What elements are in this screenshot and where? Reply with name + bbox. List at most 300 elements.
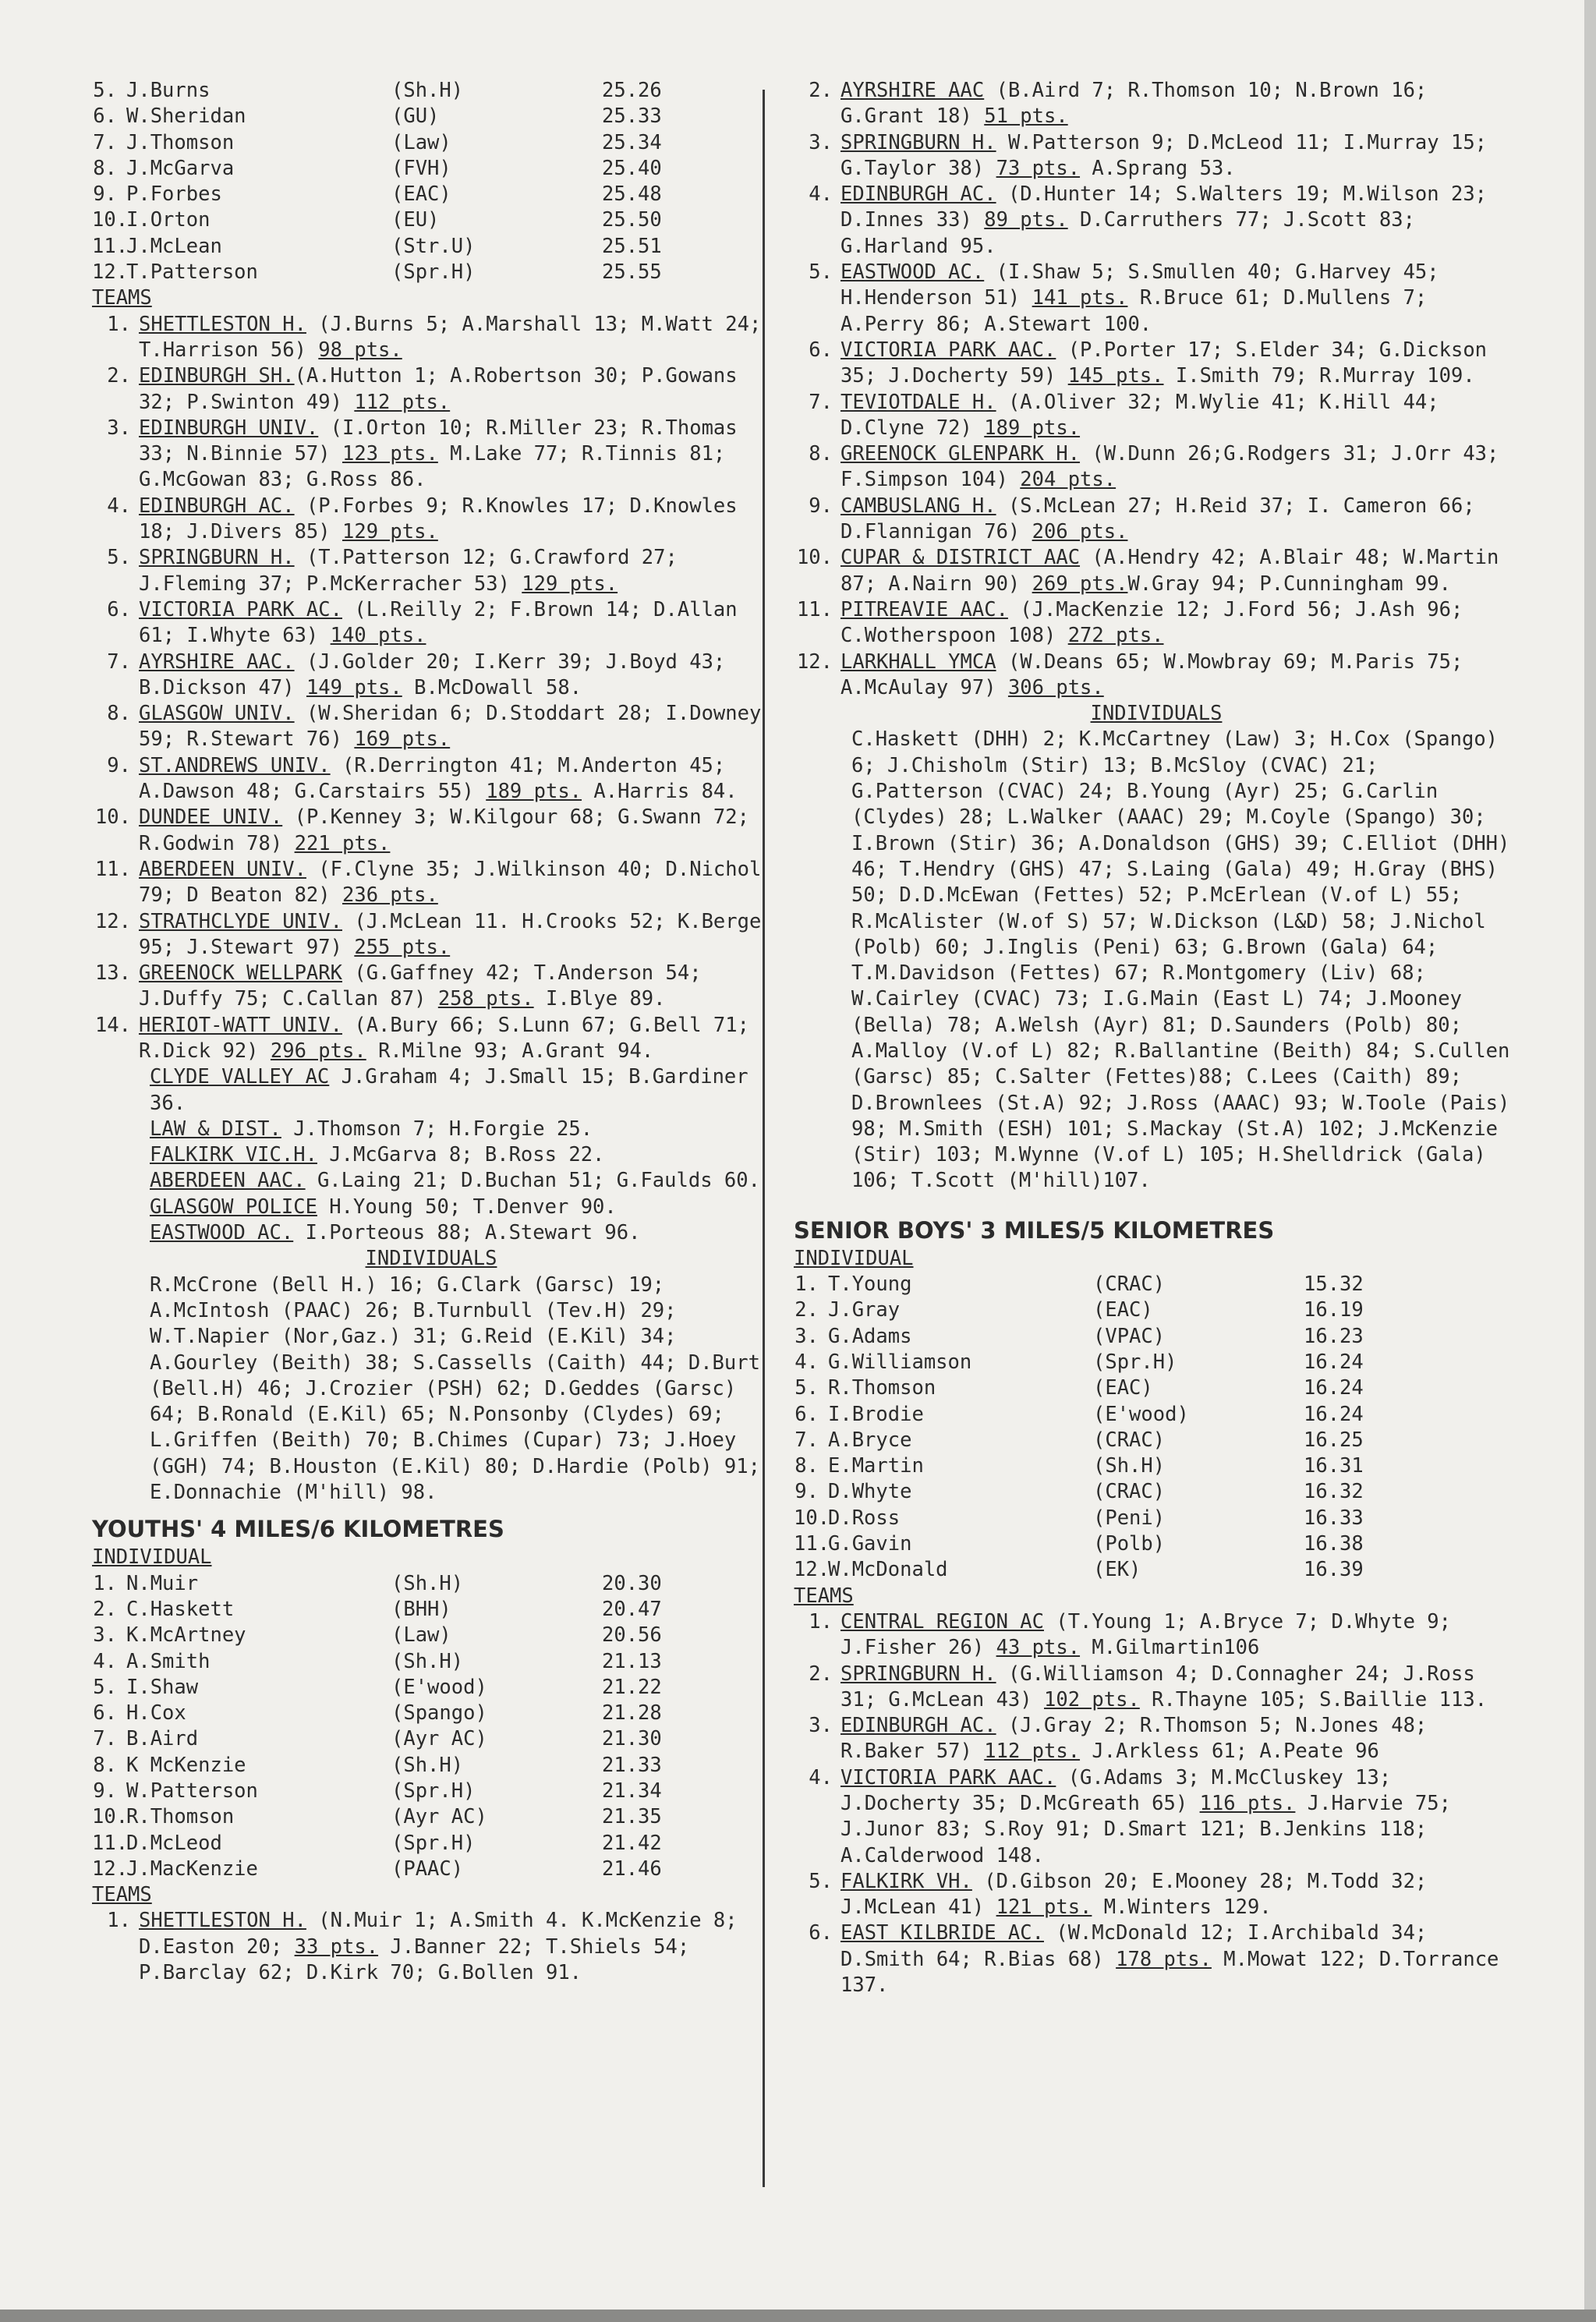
result-time: 25.48 bbox=[602, 182, 662, 207]
team-position: 2. bbox=[809, 1662, 833, 1686]
team-points: 296 pts. bbox=[270, 1039, 366, 1063]
team-row bbox=[92, 805, 770, 857]
team-body bbox=[139, 597, 770, 650]
team-club: HERIOT-WATT UNIV. bbox=[139, 1013, 342, 1037]
result-name: B.Aird bbox=[126, 1727, 199, 1751]
result-row bbox=[794, 1402, 1519, 1428]
senior-boys-section-title: SENIOR BOYS' 3 MILES/5 KILOMETRES bbox=[794, 1216, 1275, 1244]
result-row bbox=[92, 156, 770, 182]
result-club: (Ayr AC) bbox=[391, 1805, 487, 1829]
team-extra: A.Sprang 53. bbox=[1080, 156, 1236, 180]
team-position: 13. bbox=[94, 961, 131, 986]
team-points: 51 pts. bbox=[984, 104, 1068, 129]
team-extra: M.Gilmartin106 bbox=[1080, 1636, 1260, 1660]
team-row bbox=[92, 312, 770, 364]
team-club: GREENOCK WELLPARK bbox=[139, 961, 342, 986]
team-members: (S.McLean 27; H.Reid 37; I. Cameron 66; D.Flannigan 76) bbox=[840, 494, 1475, 544]
result-row bbox=[92, 130, 770, 156]
result-row bbox=[92, 1857, 770, 1882]
team-body bbox=[139, 857, 770, 909]
team-extra: R.Milne 93; A.Grant 94. bbox=[366, 1039, 654, 1063]
result-time: 21.33 bbox=[602, 1753, 662, 1777]
result-name: J.Gray bbox=[828, 1298, 901, 1322]
result-club: (EU) bbox=[391, 208, 440, 232]
incomplete-team bbox=[150, 1195, 770, 1220]
team-position: 6. bbox=[809, 1921, 833, 1945]
team-club: VICTORIA PARK AAC. bbox=[840, 338, 1056, 362]
result-row bbox=[794, 1557, 1519, 1583]
incomplete-team-members: G.Laing 21; D.Buchan 51; G.Faulds 60. bbox=[305, 1169, 760, 1193]
result-row bbox=[794, 1479, 1519, 1505]
team-extra: M.Winters 129. bbox=[1092, 1895, 1272, 1920]
result-time: 20.56 bbox=[602, 1623, 662, 1648]
result-club: (Sh.H) bbox=[391, 79, 464, 102]
result-time: 25.40 bbox=[602, 156, 662, 180]
result-time: 21.30 bbox=[602, 1727, 662, 1751]
incomplete-team-members: J.Graham 4; J.Small 15; B.Gardiner 36. bbox=[150, 1065, 748, 1115]
result-position: 5. bbox=[93, 79, 117, 102]
team-body bbox=[840, 390, 1519, 442]
result-club: (EAC) bbox=[1093, 1298, 1153, 1322]
team-points: 145 pts. bbox=[1067, 364, 1164, 388]
youths-results-table bbox=[92, 1571, 770, 1883]
incomplete-team bbox=[150, 1142, 770, 1168]
result-name: I.Brodie bbox=[828, 1402, 924, 1426]
team-row bbox=[92, 857, 770, 909]
team-club: PITREAVIE AAC. bbox=[840, 597, 1008, 621]
team-members: (A.Bury 66; S.Lunn 67; G.Bell 71; R.Dick 92) bbox=[139, 1013, 749, 1063]
junior-results-continued bbox=[92, 78, 770, 285]
team-members: (R.Derrington 41; M.Anderton 45; A.Dawson 48; G.Carstairs 55) bbox=[139, 753, 726, 804]
result-time: 20.30 bbox=[602, 1571, 662, 1595]
team-body bbox=[840, 650, 1519, 702]
team-row bbox=[794, 597, 1519, 650]
result-position: 1. bbox=[794, 1272, 819, 1297]
team-position: 9. bbox=[107, 753, 131, 777]
result-name: C.Haskett bbox=[126, 1597, 235, 1621]
team-body bbox=[139, 650, 770, 702]
result-name: R.Thomson bbox=[828, 1376, 936, 1400]
result-club: (Ayr AC) bbox=[391, 1727, 487, 1751]
team-points: 33 pts. bbox=[294, 1934, 379, 1959]
result-position: 2. bbox=[794, 1298, 819, 1322]
team-extra: J.Banner 22; T.Shiels 54; P.Barclay 62; D.Kirk 70; G.Bollen 91. bbox=[139, 1934, 690, 1985]
result-position: 7. bbox=[794, 1428, 819, 1452]
incomplete-team-members: I.Porteous 88; A.Stewart 96. bbox=[293, 1221, 641, 1245]
team-points: 149 pts. bbox=[306, 675, 402, 699]
result-row bbox=[794, 1272, 1519, 1297]
team-position: 1. bbox=[107, 312, 131, 336]
team-members: (A.Hutton 1; A.Robertson 30; P.Gowans 32; P.Swinton 49) bbox=[139, 364, 738, 414]
team-members: (B.Aird 7; R.Thomson 10; N.Brown 16; G.Grant 18) bbox=[840, 79, 1428, 129]
result-row bbox=[92, 1649, 770, 1675]
team-extra: A.Harris 84. bbox=[582, 780, 738, 804]
result-name: I.Orton bbox=[126, 208, 211, 232]
team-members: (A.Oliver 32; M.Wylie 41; K.Hill 44; D.Clyne 72) bbox=[840, 390, 1439, 440]
result-time: 16.23 bbox=[1304, 1324, 1364, 1348]
team-body bbox=[840, 1869, 1519, 1921]
team-members: (W.Sheridan 6; D.Stoddart 28; I.Downey 59; R.Stewart 76) bbox=[139, 702, 762, 752]
page-edge-right bbox=[1584, 0, 1596, 2322]
result-time: 16.24 bbox=[1304, 1350, 1364, 1374]
result-time: 16.33 bbox=[1304, 1506, 1364, 1530]
incomplete-team-members: J.Thomson 7; H.Forgie 25. bbox=[281, 1117, 593, 1141]
result-position: 3. bbox=[794, 1324, 819, 1348]
team-members: (J.Burns 5; A.Marshall 13; M.Watt 24; T.Harrison 56) bbox=[139, 312, 762, 362]
team-position: 14. bbox=[94, 1013, 131, 1037]
result-row bbox=[92, 1779, 770, 1804]
team-members: (G.Adams 3; M.McCluskey 13; J.Docherty 35; D.McGreath 65) bbox=[840, 1765, 1392, 1815]
team-body bbox=[139, 545, 770, 597]
team-body bbox=[840, 260, 1519, 338]
team-extra: R.Thayne 105; S.Baillie 113. bbox=[1139, 1687, 1488, 1711]
team-members: (I.Orton 10; R.Miller 23; R.Thomas 33; N.Binnie 57) bbox=[139, 416, 738, 466]
team-club: CUPAR & DISTRICT AAC bbox=[840, 546, 1081, 570]
team-points: 112 pts. bbox=[984, 1740, 1081, 1764]
team-row bbox=[92, 1013, 770, 1065]
result-position: 12. bbox=[92, 1857, 129, 1881]
team-points: 169 pts. bbox=[354, 727, 451, 752]
senior-teams-heading: TEAMS bbox=[794, 1584, 854, 1608]
team-club: EASTWOOD AC. bbox=[840, 260, 985, 285]
team-club: EDINBURGH AC. bbox=[840, 182, 996, 207]
team-position: 8. bbox=[107, 702, 131, 726]
result-row bbox=[92, 1623, 770, 1648]
team-points: 204 pts. bbox=[1020, 468, 1116, 492]
team-points: 258 pts. bbox=[437, 987, 534, 1011]
result-time: 16.24 bbox=[1304, 1376, 1364, 1400]
team-body bbox=[139, 416, 770, 494]
result-position: 6. bbox=[93, 104, 117, 129]
result-time: 21.46 bbox=[602, 1857, 662, 1881]
team-row bbox=[794, 78, 1519, 130]
team-row bbox=[92, 597, 770, 650]
team-members: (J.Golder 20; I.Kerr 39; J.Boyd 43; B.Dickson 47) bbox=[139, 650, 726, 699]
result-name: R.Thomson bbox=[126, 1805, 235, 1829]
team-members: (A.Hendry 42; A.Blair 48; W.Martin 87; A.Nairn 90) bbox=[840, 546, 1499, 596]
result-club: (Spr.H) bbox=[391, 1779, 476, 1803]
team-points: 272 pts. bbox=[1067, 624, 1164, 648]
team-members: (N.Muir 1; A.Smith 4. K.McKenzie 8; D.Easton 20; bbox=[139, 1909, 738, 1959]
result-position: 3. bbox=[93, 1623, 117, 1648]
result-time: 20.47 bbox=[602, 1597, 662, 1621]
result-position: 11. bbox=[92, 234, 129, 258]
page-edge-bottom bbox=[0, 2310, 1596, 2322]
team-position: 2. bbox=[107, 364, 131, 388]
team-row bbox=[92, 1908, 770, 1986]
result-club: (Sh.H) bbox=[1093, 1454, 1166, 1478]
team-position: 1. bbox=[107, 1909, 131, 1933]
result-time: 16.39 bbox=[1304, 1558, 1364, 1582]
team-club: EDINBURGH SH. bbox=[139, 364, 295, 388]
team-row bbox=[794, 545, 1519, 597]
team-points: 140 pts. bbox=[330, 624, 426, 648]
team-position: 10. bbox=[94, 805, 131, 830]
team-members: (F.Clyne 35; J.Wilkinson 40; D.Nichol 79; D Beaton 82) bbox=[139, 857, 762, 908]
youths-individuals-text: C.Haskett (DHH) 2; K.McCartney (Law) 3; H.Cox (Spango) 6; J.Chisholm (Stir) 13; B.McSloy (CVAC) 21; G.Patterson (CVAC) 24; B.Young (Ayr) 25; G.Carlin (Clydes) 28; L.Walker (AAAC) 29; M.Coyle (Spango) 30; I.Brown (Stir) 36; A.Donaldson (GHS) 39; C.Elliot (DHH) 46; T.Hendry (GHS) 47; S.Laing (Gala) 49; H.Gray (BHS) 50; D.D.McEwan (Fettes) 52; P.McErlean (V.of L) 55; R.McAlister (W.of S) 57; W.Dickson (L&D) 58; J.Nichol (Polb) 60; J.Inglis (Peni) 63; G.Brown (Gala) 64; T.M.Davidson (Fettes) 67; R.Montgomery (Liv) 68; W.Cairley (CVAC) 73; I.G.Main (East L) 74; J.Mooney (Bella) 78; A.Welsh (Ayr) 81; D.Saunders (Polb) 80; A.Malloy (V.of L) 82; R.Ballantine (Beith) 84; S.Cullen (Garsc) 85; C.Salter (Fettes)88; C.Lees (Caith) 89; D.Brownlees (St.A) 92; J.Ross (AAAC) 93; W.Toole (Pais) 98; M.Smith (ESH) 101; S.Mackay (St.A) 102; J.McKenzie (Stir) 103; M.Wynne (V.of L) 105; H.Shelldrick (Gala) 106; T.Scott (M'hill)107. bbox=[851, 727, 1510, 1193]
result-row bbox=[92, 182, 770, 207]
team-position: 3. bbox=[809, 1714, 833, 1738]
result-club: (E'wood) bbox=[1093, 1402, 1189, 1426]
team-club: ST.ANDREWS UNIV. bbox=[139, 753, 331, 777]
team-extra: M.Mowat 122; D.Torrance 137. bbox=[840, 1947, 1499, 1998]
team-points: 141 pts. bbox=[1032, 286, 1128, 310]
team-members: (J.McLean 11. H.Crooks 52; K.Berge 95; J.Stewart 97) bbox=[139, 909, 762, 959]
youths-teams-continued bbox=[794, 78, 1519, 701]
team-members: W.Patterson 9; D.McLeod 11; I.Murray 15; G.Taylor 38) bbox=[840, 130, 1488, 180]
team-row bbox=[794, 260, 1519, 338]
result-name: J.Thomson bbox=[126, 130, 235, 154]
team-body bbox=[840, 182, 1519, 260]
team-extra: I.Smith 79; R.Murray 109. bbox=[1163, 364, 1475, 388]
team-row bbox=[794, 1609, 1519, 1662]
result-name: D.Whyte bbox=[828, 1480, 912, 1504]
team-club: AYRSHIRE AAC. bbox=[139, 650, 295, 674]
result-time: 25.33 bbox=[602, 104, 662, 129]
result-position: 12. bbox=[92, 260, 129, 285]
team-points: 73 pts. bbox=[996, 156, 1081, 180]
team-position: 12. bbox=[796, 650, 833, 674]
result-club: (Str.U) bbox=[391, 234, 476, 258]
team-row bbox=[794, 1765, 1519, 1869]
team-body bbox=[840, 1662, 1519, 1714]
team-points: 189 pts. bbox=[984, 416, 1081, 440]
individuals-text: R.McCrone (Bell H.) 16; G.Clark (Garsc) 19; A.McIntosh (PAAC) 26; B.Turnbull (Tev.H) 29; W.T.Napier (Nor,Gaz.) 31; G.Reid (E.Kil) 34; A.Gourley (Beith) 38; S.Cassells (Caith) 44; D.Burt (Bell.H) 46; J.Crozier (PSH) 62; D.Geddes (Garsc) 64; B.Ronald (E.Kil) 65; N.Ponsonby (Clydes) 69; L.Griffen (Beith) 70; B.Chimes (Cupar) 73; J.Hoey (GGH) 74; B.Houston (E.Kil) 80; D.Hardie (Polb) 91; E.Donnachie (M'hill) 98. bbox=[150, 1272, 760, 1505]
team-points: 236 pts. bbox=[342, 883, 438, 908]
youths-section-title: YOUTHS' 4 MILES/6 KILOMETRES bbox=[92, 1516, 504, 1543]
result-name: T.Young bbox=[828, 1272, 912, 1297]
team-club: VICTORIA PARK AAC. bbox=[840, 1765, 1056, 1789]
result-position: 4. bbox=[794, 1350, 819, 1374]
result-row bbox=[794, 1506, 1519, 1531]
team-position: 5. bbox=[809, 260, 833, 285]
team-row bbox=[92, 909, 770, 961]
result-row bbox=[794, 1324, 1519, 1350]
left-column bbox=[92, 78, 770, 1986]
result-time: 16.25 bbox=[1304, 1428, 1364, 1452]
team-row bbox=[794, 1869, 1519, 1921]
team-extra: W.Gray 94; P.Cunningham 99. bbox=[1127, 572, 1451, 596]
result-time: 16.19 bbox=[1304, 1298, 1364, 1322]
team-position: 8. bbox=[809, 442, 833, 466]
team-members: (T.Patterson 12; G.Crawford 27; J.Fleming 37; P.McKerracher 53) bbox=[139, 546, 678, 596]
team-extra: M.Lake 77; R.Tinnis 81; G.McGowan 83; G.Ross 86. bbox=[139, 442, 726, 492]
result-position: 8. bbox=[93, 1753, 117, 1777]
result-row bbox=[92, 1726, 770, 1752]
team-points: 269 pts. bbox=[1032, 572, 1128, 596]
team-points: 102 pts. bbox=[1044, 1687, 1140, 1711]
result-club: (EAC) bbox=[1093, 1376, 1153, 1400]
result-name: P.Forbes bbox=[126, 182, 222, 207]
youths-individual-heading: INDIVIDUAL bbox=[92, 1545, 212, 1570]
team-row bbox=[794, 441, 1519, 494]
result-club: (Spango) bbox=[391, 1701, 487, 1726]
result-club: (PAAC) bbox=[391, 1857, 464, 1881]
team-body bbox=[840, 130, 1519, 182]
result-row bbox=[794, 1531, 1519, 1557]
team-position: 7. bbox=[809, 390, 833, 414]
team-body bbox=[840, 1713, 1519, 1765]
right-column bbox=[794, 78, 1519, 1998]
team-position: 12. bbox=[94, 909, 131, 933]
result-name: G.Williamson bbox=[828, 1350, 972, 1374]
result-club: (Sh.H) bbox=[391, 1649, 464, 1673]
incomplete-team-club: GLASGOW POLICE bbox=[150, 1195, 317, 1219]
team-body bbox=[840, 1765, 1519, 1869]
incomplete-team bbox=[150, 1064, 770, 1117]
result-row bbox=[92, 1571, 770, 1597]
team-position: 4. bbox=[809, 182, 833, 207]
team-members: (D.Gibson 20; E.Mooney 28; M.Todd 32; J.McLean 41) bbox=[840, 1869, 1428, 1920]
result-club: (E'wood) bbox=[391, 1675, 487, 1699]
result-row bbox=[92, 207, 770, 233]
team-position: 10. bbox=[796, 546, 833, 570]
team-extra: B.McDowall 58. bbox=[402, 675, 582, 699]
result-time: 25.50 bbox=[602, 208, 662, 232]
team-extra: J.Harvie 75; J.Junor 83; S.Roy 91; D.Smart 121; B.Jenkins 118; A.Calderwood 148. bbox=[840, 1792, 1451, 1867]
team-members: (W.Deans 65; W.Mowbray 69; M.Paris 75; A.McAulay 97) bbox=[840, 650, 1463, 699]
team-row bbox=[92, 545, 770, 597]
result-name: K.McArtney bbox=[126, 1623, 246, 1648]
result-position: 7. bbox=[93, 130, 117, 154]
result-club: (EK) bbox=[1093, 1558, 1141, 1582]
result-time: 25.34 bbox=[602, 130, 662, 154]
incomplete-team bbox=[150, 1117, 770, 1142]
result-position: 6. bbox=[93, 1701, 117, 1726]
result-club: (Sh.H) bbox=[391, 1753, 464, 1777]
team-club: GREENOCK GLENPARK H. bbox=[840, 442, 1081, 466]
result-time: 25.51 bbox=[602, 234, 662, 258]
result-position: 9. bbox=[93, 1779, 117, 1803]
result-time: 21.13 bbox=[602, 1649, 662, 1673]
team-points: 129 pts. bbox=[522, 572, 618, 596]
team-points: 89 pts. bbox=[984, 208, 1068, 232]
team-body bbox=[840, 1920, 1519, 1998]
team-body bbox=[840, 441, 1519, 494]
result-row bbox=[92, 104, 770, 129]
result-position: 9. bbox=[794, 1480, 819, 1504]
team-members: (W.Dunn 26;G.Rodgers 31; J.Orr 43; F.Simpson 104) bbox=[840, 442, 1499, 492]
incomplete-team-club: ABERDEEN AAC. bbox=[150, 1169, 306, 1193]
result-name: K McKenzie bbox=[126, 1753, 246, 1777]
team-row bbox=[92, 753, 770, 805]
team-position: 4. bbox=[809, 1765, 833, 1789]
team-body bbox=[139, 909, 770, 961]
incomplete-team-club: LAW & DIST. bbox=[150, 1117, 281, 1141]
team-members: (L.Reilly 2; F.Brown 14; D.Allan 61; I.Whyte 63) bbox=[139, 597, 738, 648]
team-body bbox=[139, 494, 770, 546]
team-body bbox=[840, 1609, 1519, 1662]
team-body bbox=[139, 961, 770, 1013]
team-body bbox=[840, 597, 1519, 650]
team-club: SHETTLESTON H. bbox=[139, 1909, 306, 1933]
result-position: 7. bbox=[93, 1727, 117, 1751]
team-position: 5. bbox=[809, 1869, 833, 1893]
result-club: (Polb) bbox=[1093, 1532, 1166, 1556]
result-name: D.Ross bbox=[828, 1506, 901, 1530]
team-position: 3. bbox=[107, 416, 131, 440]
incomplete-team bbox=[150, 1220, 770, 1246]
teams-heading: TEAMS bbox=[92, 286, 152, 310]
result-club: (CRAC) bbox=[1093, 1480, 1166, 1504]
result-time: 16.31 bbox=[1304, 1454, 1364, 1478]
result-club: (BHH) bbox=[391, 1597, 451, 1621]
team-points: 306 pts. bbox=[1007, 675, 1104, 699]
team-row bbox=[794, 130, 1519, 182]
team-club: CAMBUSLANG H. bbox=[840, 494, 996, 518]
result-position: 4. bbox=[93, 1649, 117, 1673]
team-body bbox=[840, 545, 1519, 597]
result-club: (Peni) bbox=[1093, 1506, 1166, 1530]
youths-individuals-heading: INDIVIDUALS bbox=[1090, 702, 1223, 726]
result-name: E.Martin bbox=[828, 1454, 924, 1478]
result-row bbox=[794, 1375, 1519, 1401]
team-points: 98 pts. bbox=[318, 338, 402, 362]
team-row bbox=[794, 182, 1519, 260]
result-position: 10. bbox=[92, 1805, 129, 1829]
result-row bbox=[92, 1597, 770, 1623]
result-position: 8. bbox=[794, 1454, 819, 1478]
result-row bbox=[92, 1804, 770, 1830]
team-row bbox=[794, 1920, 1519, 1998]
team-club: LARKHALL YMCA bbox=[840, 650, 996, 674]
incomplete-teams-list bbox=[92, 1064, 770, 1246]
team-points: 43 pts. bbox=[996, 1636, 1081, 1660]
team-club: GLASGOW UNIV. bbox=[139, 702, 295, 726]
team-position: 9. bbox=[809, 494, 833, 518]
team-body bbox=[139, 312, 770, 364]
result-row bbox=[794, 1297, 1519, 1323]
senior-individual-heading: INDIVIDUAL bbox=[794, 1246, 914, 1270]
team-row bbox=[794, 650, 1519, 702]
team-body bbox=[139, 1013, 770, 1065]
team-body bbox=[139, 753, 770, 805]
result-name: G.Adams bbox=[828, 1324, 912, 1348]
teams-list bbox=[92, 312, 770, 1065]
incomplete-team-club: EASTWOOD AC. bbox=[150, 1221, 294, 1245]
result-time: 16.38 bbox=[1304, 1532, 1364, 1556]
result-name: A.Smith bbox=[126, 1649, 211, 1673]
result-row bbox=[92, 260, 770, 285]
result-row bbox=[92, 1675, 770, 1701]
result-name: J.Burns bbox=[126, 79, 211, 102]
team-club: VICTORIA PARK AC. bbox=[139, 597, 342, 621]
team-row bbox=[92, 363, 770, 416]
team-members: (P.Forbes 9; R.Knowles 17; D.Knowles 18; J.Divers 85) bbox=[139, 494, 738, 544]
team-points: 206 pts. bbox=[1032, 520, 1128, 544]
result-time: 21.28 bbox=[602, 1701, 662, 1726]
result-row bbox=[92, 234, 770, 260]
result-club: (CRAC) bbox=[1093, 1272, 1166, 1297]
team-position: 6. bbox=[107, 597, 131, 621]
result-position: 2. bbox=[93, 1597, 117, 1621]
result-position: 10. bbox=[92, 208, 129, 232]
result-club: (CRAC) bbox=[1093, 1428, 1166, 1452]
result-name: W.Sheridan bbox=[126, 104, 246, 129]
team-club: EDINBURGH AC. bbox=[139, 494, 295, 518]
team-members: (P.Kenney 3; W.Kilgour 68; G.Swann 72; R.Godwin 78) bbox=[139, 805, 749, 855]
result-club: (Sh.H) bbox=[391, 1571, 464, 1595]
team-club: ABERDEEN UNIV. bbox=[139, 857, 306, 881]
team-body bbox=[139, 363, 770, 416]
team-position: 6. bbox=[809, 338, 833, 362]
team-body bbox=[840, 494, 1519, 546]
result-time: 16.24 bbox=[1304, 1402, 1364, 1426]
team-body bbox=[139, 701, 770, 753]
result-position: 12. bbox=[794, 1558, 830, 1582]
team-row bbox=[794, 1662, 1519, 1714]
result-club: (Spr.H) bbox=[391, 1831, 476, 1855]
